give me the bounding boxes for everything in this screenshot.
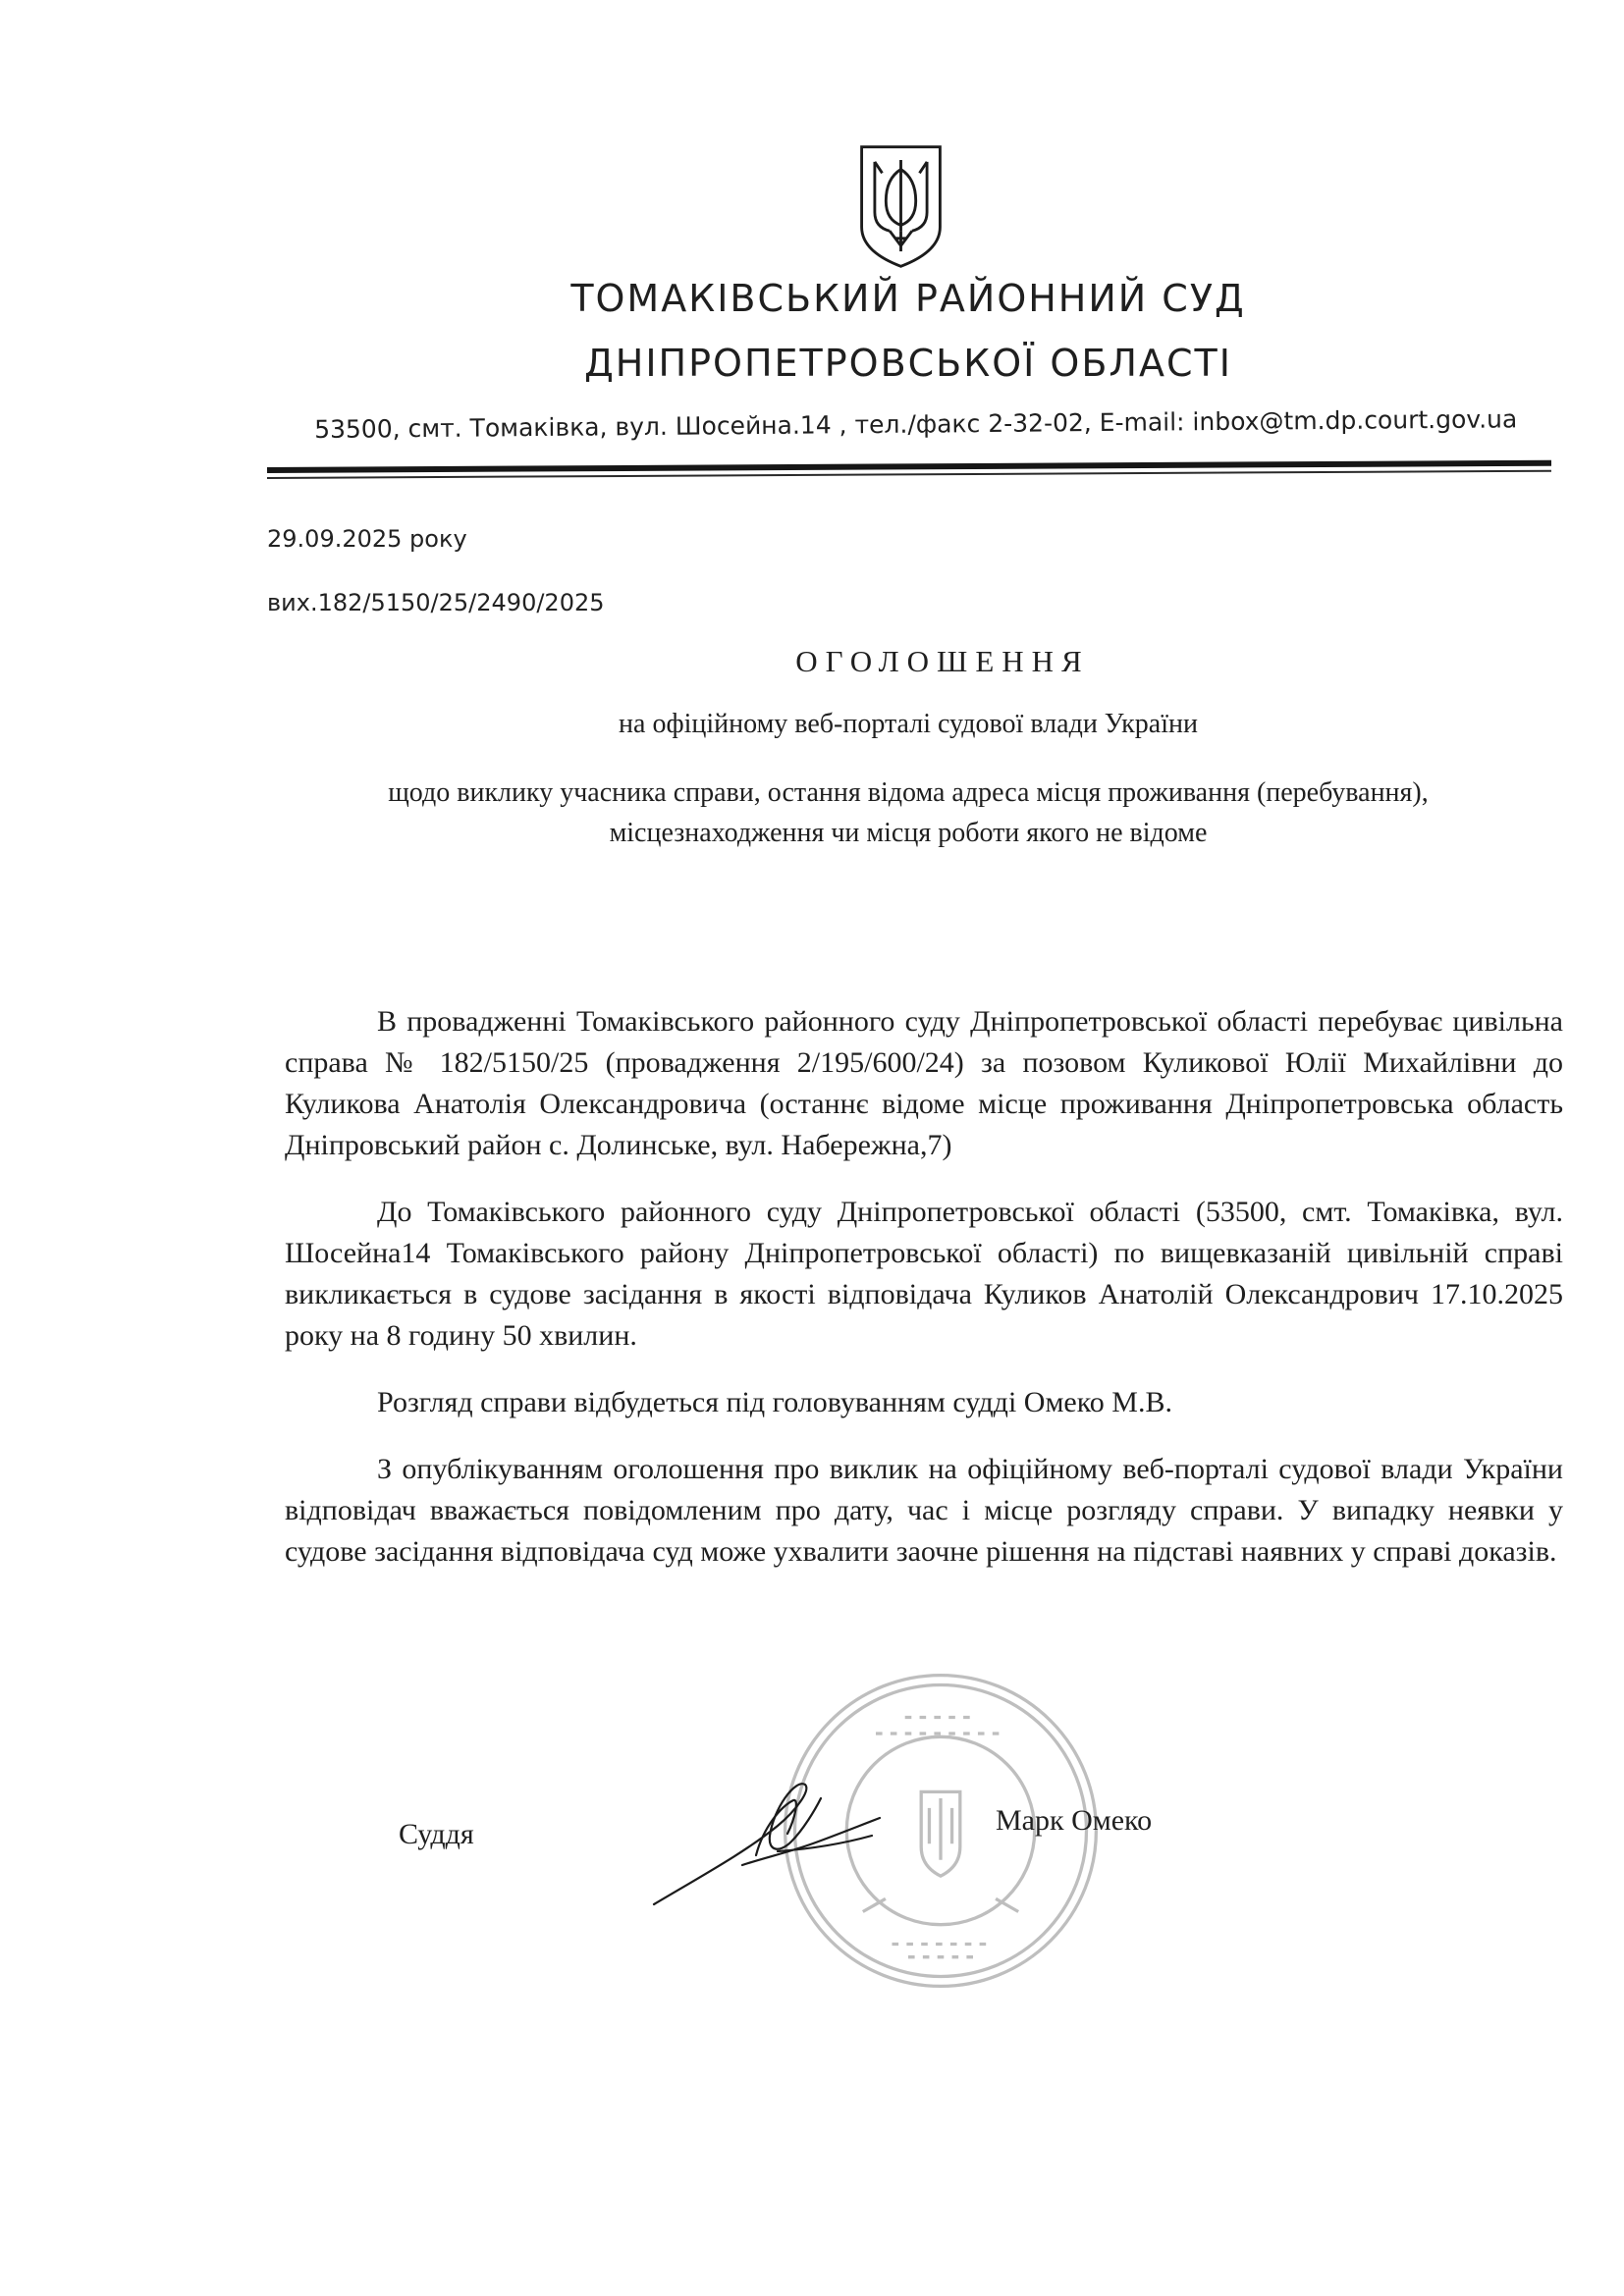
document-heading: ОГОЛОШЕННЯ xyxy=(795,644,1090,678)
paragraph-case-info: В провадженні Томаківського районного суду Дніпропетровської області перебуває цивільна справа № 182/5150/25 (провадження 2/195/600/24) за позовом Куликової Юлії Михайлівни до Куликова Анатолія Олександровича (останнє відоме місце проживання Дніпропетровська область Дніпровський район с. Долинське, вул. Набережна,7) xyxy=(285,1005,1563,1161)
document-subtitle: на офіційному веб-порталі судової влади України xyxy=(619,709,1198,739)
document-date: 29.09.2025 року xyxy=(267,525,467,553)
paragraph-presiding-judge: Розгляд справи відбудеться під головуванням судді Омеко М.В. xyxy=(377,1386,1172,1418)
signatory-role: Суддя xyxy=(399,1818,474,1850)
paragraph-summons: До Томаківського районного суду Дніпропетровської області (53500, смт. Томаківка, вул. Шосейна14 Томаківського району Дніпропетровської області) по вищевказаній цивільній справі викликається в судове засідання в якості відповідача Куликов Анатолій Олександрович 17.10.2025 року на 8 годину 50 хвилин. xyxy=(285,1196,1563,1352)
document-subtitle-line2: місцезнаходження чи місця роботи якого не відоме xyxy=(609,818,1208,848)
announcement-body xyxy=(285,1001,1563,1598)
outgoing-number: вих.182/5150/25/2490/2025 xyxy=(267,589,605,616)
court-name-line2: ДНІПРОПЕТРОВСЬКОЇ ОБЛАСТІ xyxy=(584,342,1232,385)
court-name-line1: ТОМАКІВСЬКИЙ РАЙОННИЙ СУД xyxy=(570,277,1246,320)
signatory-name: Марк Омеко xyxy=(996,1804,1153,1837)
court-address: 53500, смт. Томаківка, вул. Шосейна.14 , тел./факс 2-32-02, E-mail: inbox@tm.dp.court.gov.ua xyxy=(314,404,1518,444)
document-subtitle-line1: щодо виклику учасника справи, остання відома адреса місця проживання (перебування), xyxy=(388,777,1429,808)
trident-emblem-icon xyxy=(854,140,947,273)
handwritten-signature-icon xyxy=(648,1757,903,1914)
paragraph-notice: З опублікуванням оголошення про виклик на офіційному веб-порталі судової влади України відповідач вважається повідомленим про дату, час і місце розгляду справи. У випадку неявки у судове засідання відповідача суд може ухвалити заочне рішення на підставі наявних у справі доказів. xyxy=(285,1453,1563,1568)
